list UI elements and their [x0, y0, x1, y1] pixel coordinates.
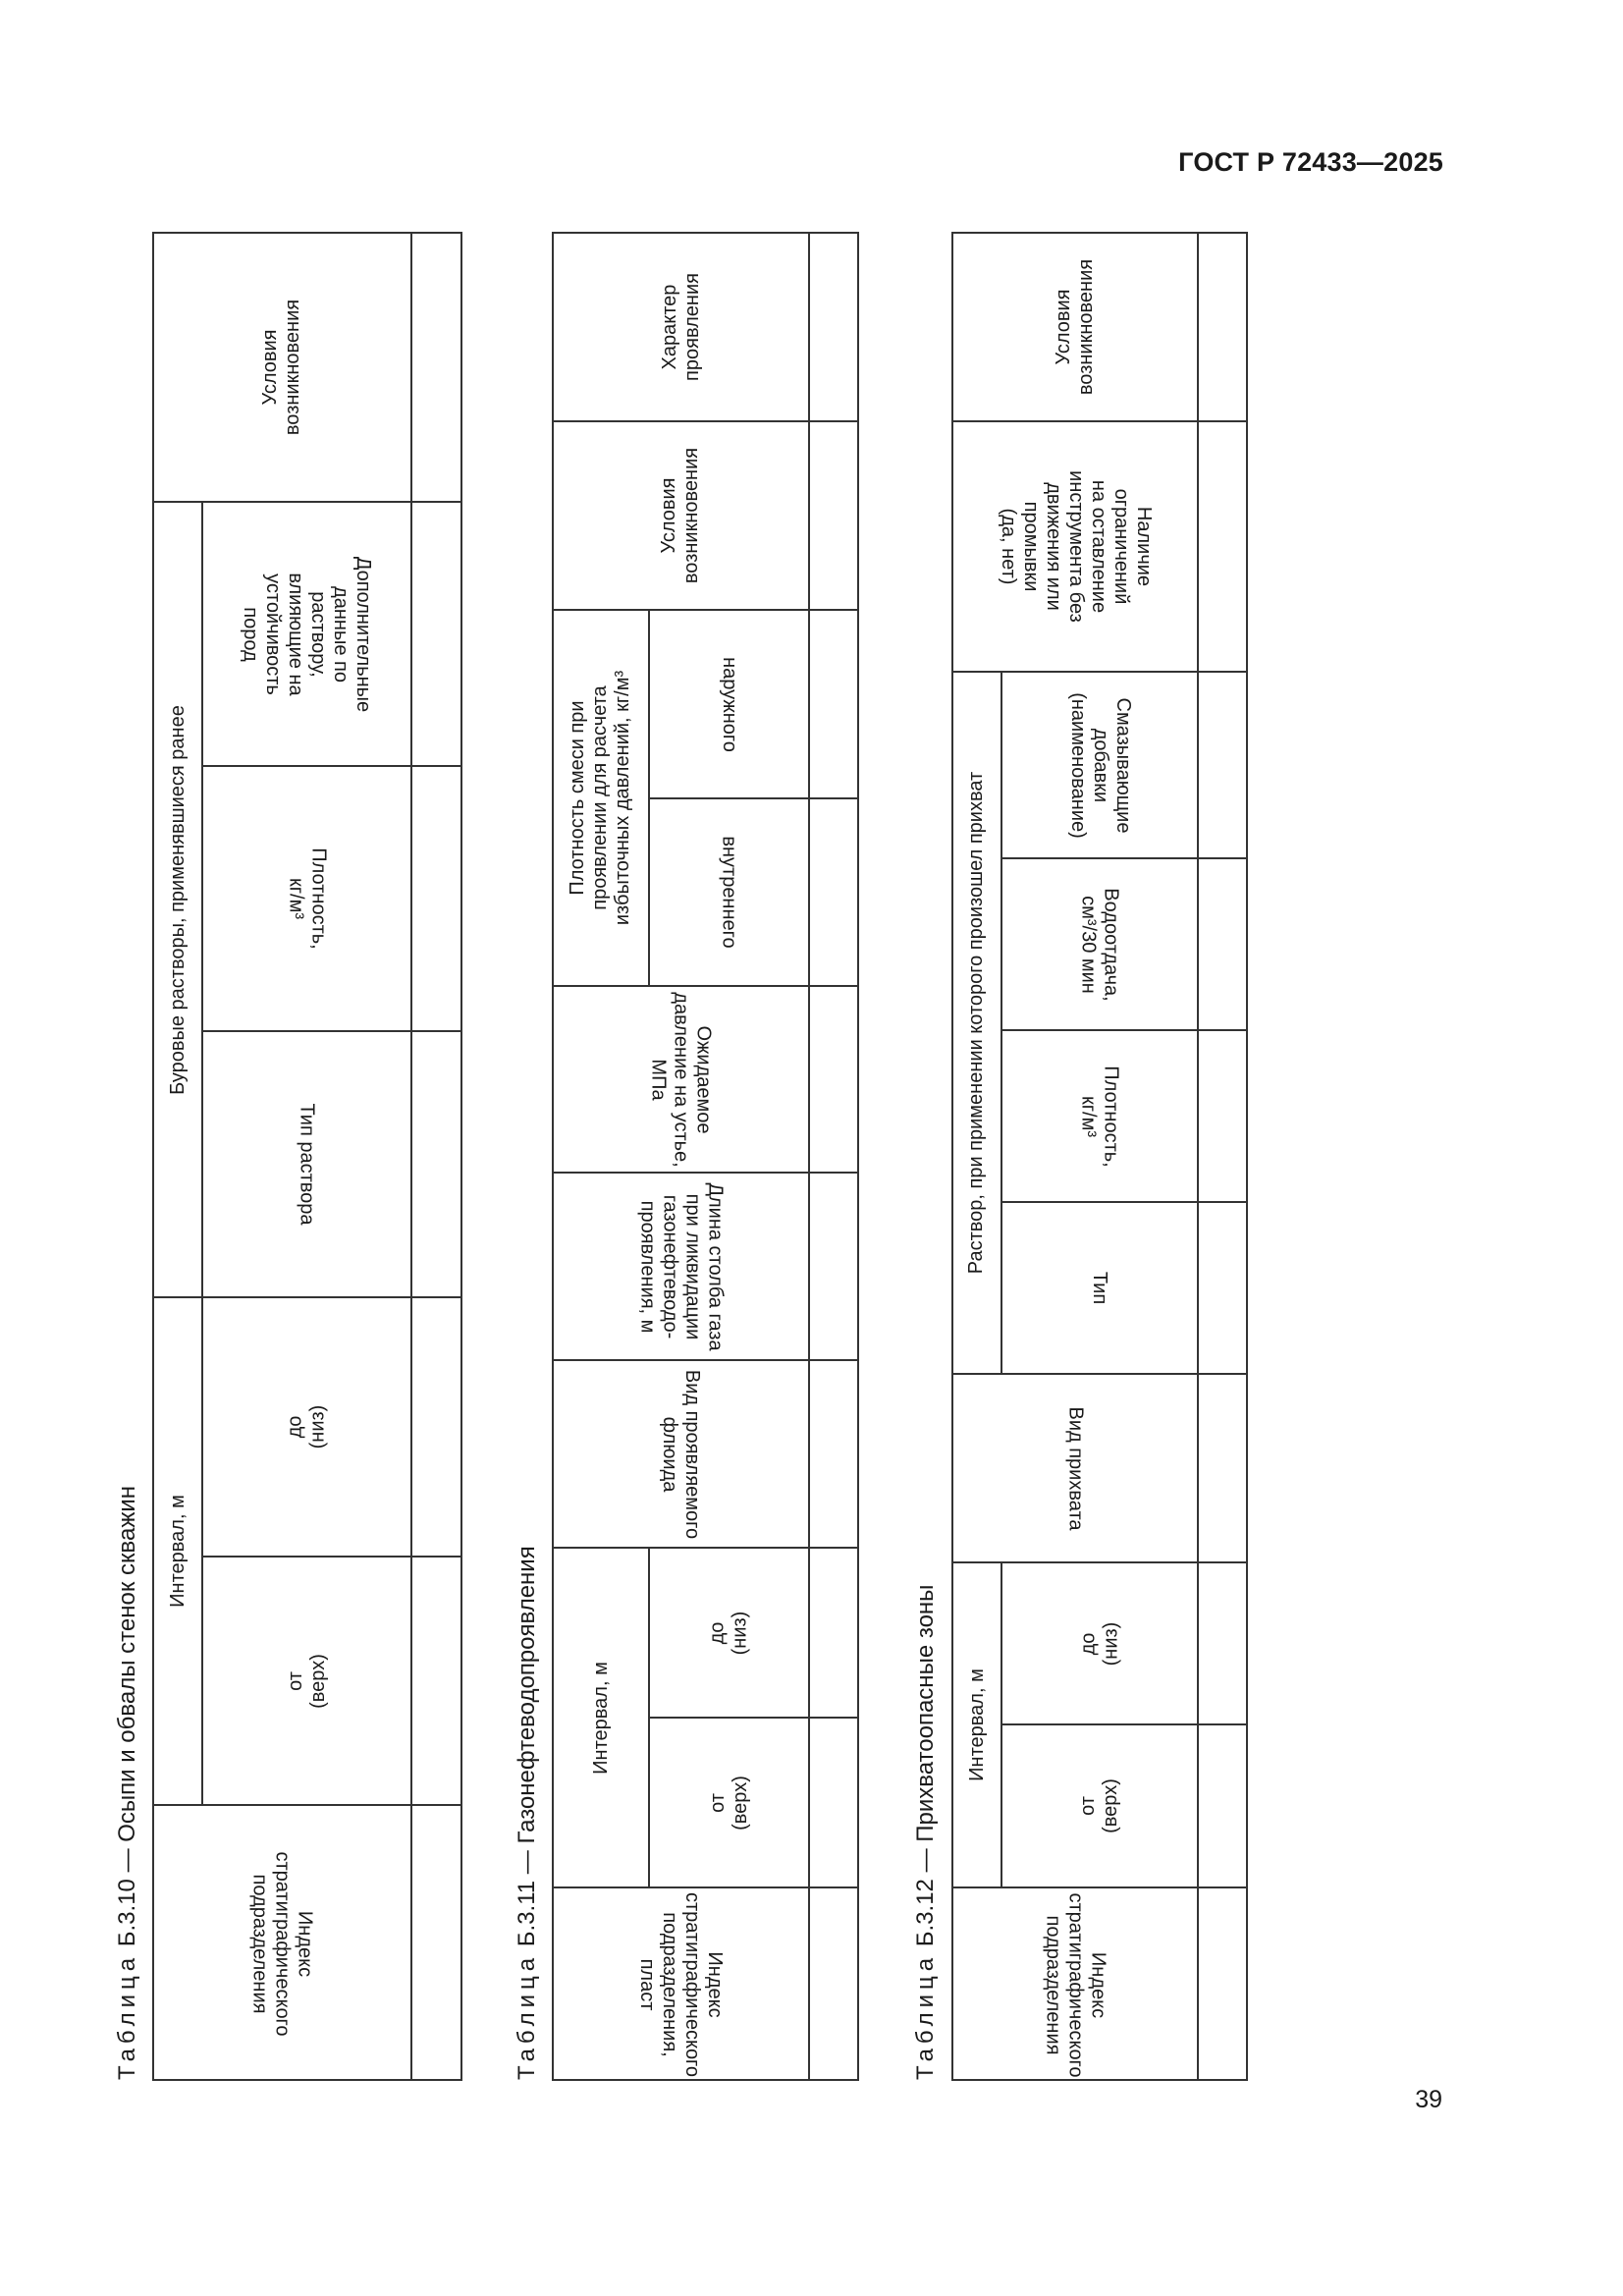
header-gas-column — [554, 1174, 808, 1359]
header-to-text: до (низ) — [706, 1611, 751, 1655]
header-gas-column-text: Длина столба газа при ликвидации газонефтеводо- проявления, м — [636, 1181, 727, 1351]
header-from-text: от (верх) — [284, 1653, 329, 1709]
header-wellhead-pressure-text: Ожидаемое давление на устье, МПа — [647, 991, 715, 1168]
header-sticking-kind-text: Вид прихвата — [1064, 1405, 1087, 1531]
header-index — [154, 1806, 410, 2081]
header-from — [650, 1719, 808, 1886]
header-index — [953, 1888, 1197, 2081]
table-caption — [114, 1486, 141, 2080]
page-number: 39 — [1415, 2086, 1442, 2113]
caption-text: Б.3.10 — Осыпи и обвалы стенок скважин — [114, 1485, 140, 1947]
header-additional — [203, 503, 410, 765]
header-character-text: Характер проявления — [658, 273, 703, 381]
header-type-text: Тип — [1089, 1271, 1111, 1305]
header-to — [650, 1549, 808, 1717]
header-fluids — [154, 503, 201, 1296]
table-b3-10 — [152, 232, 462, 2081]
header-interval — [953, 1563, 1001, 1886]
header-to — [1002, 1563, 1197, 1723]
header-lubricants-text: Смазывающие добавки (наименование) — [1066, 691, 1134, 839]
caption-text: Б.3.11 — Газонефтеводопроявления — [514, 1546, 540, 1947]
header-from — [203, 1558, 410, 1804]
header-interval-text: Интервал, м — [965, 1668, 988, 1781]
header-conditions — [953, 234, 1197, 420]
header-index — [554, 1888, 808, 2081]
header-index-text: Индекс стратиграфического подразделения — [1042, 1891, 1109, 2078]
header-to — [203, 1298, 410, 1556]
header-conditions — [154, 234, 410, 501]
header-external — [650, 611, 808, 797]
header-fluid-type — [203, 1032, 410, 1296]
header-to-text: до (низ) — [1077, 1621, 1121, 1666]
header-character — [554, 234, 808, 420]
caption-text: Б.3.12 — Прихватоопасные зоны — [912, 1584, 939, 1947]
caption-label: Таблица — [912, 1952, 939, 2080]
header-density — [1002, 1031, 1197, 1201]
header-interval-text: Интервал, м — [589, 1661, 612, 1775]
header-mixture-density — [554, 611, 648, 985]
header-density-text: Плотность, кг/м³ — [1077, 1065, 1122, 1168]
table-b3-12 — [951, 232, 1248, 2081]
page-header: ГОСТ Р 72433—2025 — [1178, 147, 1443, 177]
header-to-text: до (низ) — [284, 1404, 329, 1449]
header-wellhead-pressure — [554, 987, 808, 1172]
header-fluid-loss — [1002, 859, 1197, 1029]
header-sticking-kind — [953, 1375, 1197, 1561]
header-fluid-type-text: Тип раствора — [296, 1103, 318, 1226]
header-from — [1002, 1725, 1197, 1886]
header-conditions-text: Условия возникновения — [259, 299, 304, 436]
header-type — [1002, 1203, 1197, 1373]
header-fluid-kind-text: Вид проявляемого флюида — [659, 1369, 704, 1539]
header-density-text: Плотность, кг/м³ — [285, 847, 330, 950]
header-additional-text: Дополнительные данные по раствору, влияющие на устойчивость пород — [240, 556, 375, 712]
header-interval — [154, 1298, 201, 1804]
header-fluid-kind — [554, 1361, 808, 1547]
header-density — [203, 767, 410, 1030]
header-index-text: Индекс стратиграфического подразделения — [249, 1850, 316, 2037]
header-fluid-text: Раствор, при применении которого произошел прихват — [965, 771, 988, 1275]
caption-label: Таблица — [114, 1952, 140, 2080]
header-from-text: от (верх) — [706, 1775, 751, 1831]
header-interval — [554, 1549, 648, 1886]
header-fluid-loss-text: Водоотдача, см³/30 мин — [1077, 887, 1122, 1002]
header-external-text: наружного — [718, 656, 740, 752]
table-caption — [514, 1546, 541, 2080]
header-restrictions-text: Наличие ограничений на оставление инструмента без движения или промывки (да, нет) — [997, 470, 1155, 623]
table-caption — [912, 1585, 940, 2080]
header-conditions — [554, 422, 808, 609]
header-interval-text: Интервал, м — [166, 1495, 189, 1608]
header-internal-text: внутреннего — [719, 836, 740, 949]
header-fluid — [953, 673, 1001, 1373]
header-from-text: от (верх) — [1077, 1778, 1121, 1833]
header-index-text: Индекс стратиграфического подразделения, пласт — [636, 1891, 727, 2078]
header-conditions-text: Условия возникновения — [658, 447, 703, 584]
header-conditions-text: Условия возникновения — [1053, 258, 1097, 396]
header-restrictions — [953, 422, 1197, 671]
header-mixture-density-text: Плотность смеси при проявлении для расчета избыточных давлений, кг/м³ — [567, 670, 634, 926]
caption-label: Таблица — [514, 1952, 540, 2080]
header-fluids-text: Буровые растворы, применявшиеся ранее — [166, 704, 189, 1095]
header-internal — [650, 799, 808, 985]
header-lubricants — [1002, 673, 1197, 857]
table-b3-11 — [552, 232, 859, 2081]
